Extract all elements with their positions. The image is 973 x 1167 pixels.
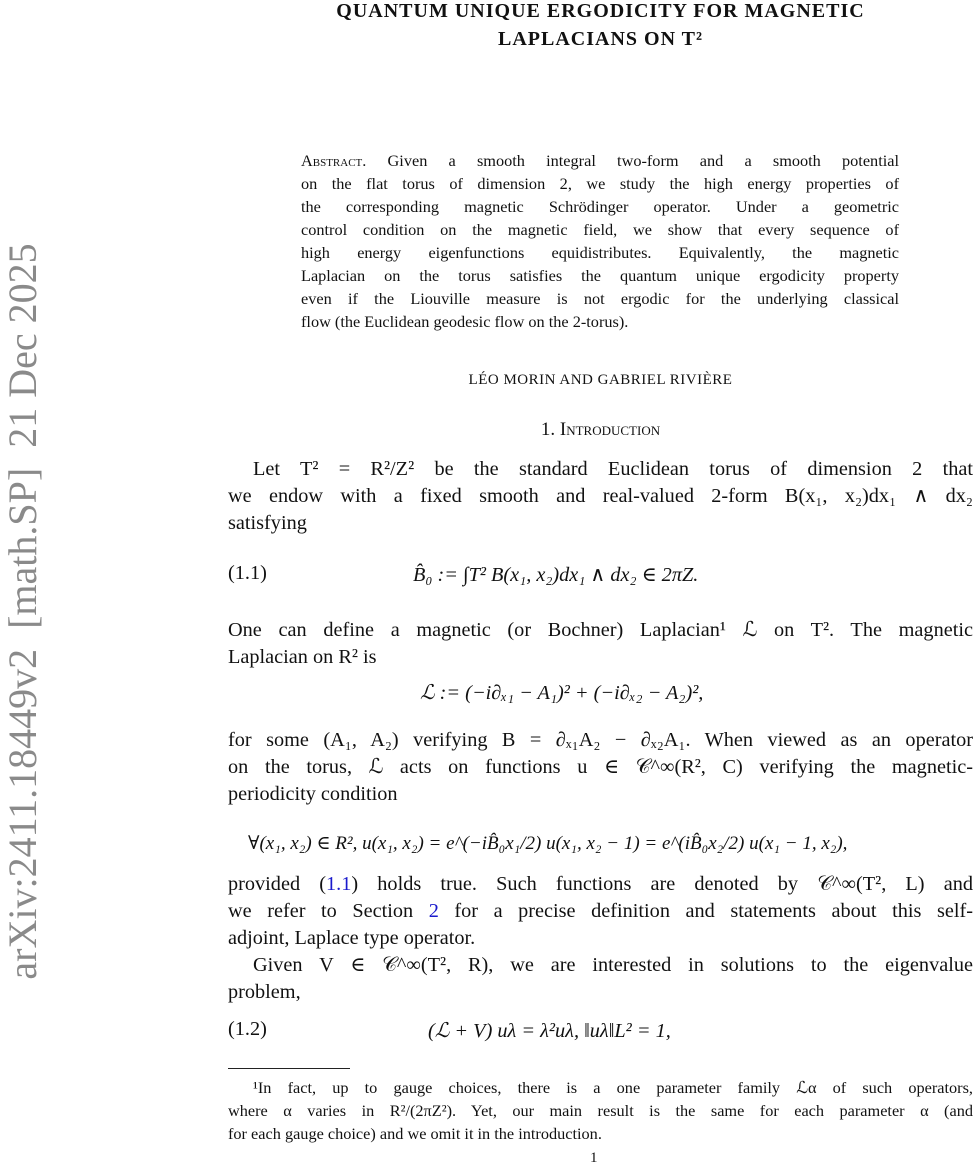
abstract-line: Laplacian on the torus satisfies the quantum unique ergodicity property [301,266,899,285]
text-line [228,898,973,925]
equation: (ℒ + V) uλ = λ²uλ, ‖uλ‖L² = 1, [428,1020,671,1042]
text-line: Laplacian on R² is [228,646,377,668]
abstract-line [301,149,899,172]
paragraph-3 [228,727,973,808]
equation: B̂₀ := ∫T² B(x₁, x₂)dx₁ ∧ dx₂ ∈ 2πZ. [413,564,699,586]
text-line: we endow with a fixed smooth and real-valued 2-form B(x₁, x₂)dx₁ ∧ dx₂ [228,485,973,507]
text-line: on the torus, ℒ acts on functions u ∈ 𝒞^∞(R², C) verifying the magnetic- [228,756,973,778]
paragraph-4 [228,871,973,952]
abstract-text: Given a smooth integral two-form and a smooth potential [387,151,899,170]
text-line: for some (A₁, A₂) verifying B = ∂ₓ₁A₂ − ∂ₓ₂A₁. When viewed as an operator [228,729,973,751]
footnote-line: for each gauge choice) and we omit it in the introduction. [228,1124,602,1143]
paragraph-1 [228,456,973,537]
abstract-line: flow (the Euclidean geodesic flow on the 2-torus). [301,312,629,331]
text: for a precise definition and statements about this self- [438,900,973,922]
equation: ∀(x₁, x₂) ∈ R², u(x₁, x₂) = e^(−iB̂₀x₁/2) u(x₁, x₂ − 1) = e^(iB̂₀x₂/2) u(x₁ − 1, x₂), [248,833,848,854]
abstract-line: high energy eigenfunctions equidistributes. Equivalently, the magnetic [301,243,899,262]
abstract-line: on the flat torus of dimension 2, we study the high energy properties of [301,174,899,193]
paper-title-line-2: LAPLACIANS ON T² [498,28,703,50]
text-line: adjoint, Laplace type operator. [228,927,476,949]
text-line: periodicity condition [228,783,398,805]
paragraph-5 [228,952,973,1006]
footnote-line: where α varies in R²/(2πZ²). Yet, our main result is the same for each parameter α (and [228,1101,973,1120]
paragraph-2 [228,617,973,671]
text-line: Let T² = R²/Z² be the standard Euclidean torus of dimension 2 that [253,458,973,480]
abstract-line: the corresponding magnetic Schrödinger operator. Under a geometric [301,197,899,216]
text-line: problem, [228,981,301,1003]
equation-label: (1.2) [228,1018,267,1040]
abstract-label: Abstract. [301,151,367,170]
footnote [228,1076,973,1145]
text: we refer to Section [228,900,429,922]
arxiv-identifier: arXiv:2411.18449v2 [math.SP] 21 Dec 2025 [0,243,45,980]
text-line: One can define a magnetic (or Bochner) Laplacian¹ ℒ on T². The magnetic [228,619,973,641]
equation: ℒ := (−i∂ₓ₁ − A₁)² + (−i∂ₓ₂ − A₂)², [420,682,704,704]
authors: LÉO MORIN AND GABRIEL RIVIÈRE [468,372,733,388]
footnote-rule [228,1068,350,1069]
abstract-line: control condition on the magnetic field, we show that every sequence of [301,220,899,239]
text: ) holds true. Such functions are denoted by 𝒞^∞(T², L) and [351,873,973,895]
abstract-line: even if the Liouville measure is not ergodic for the underlying classical [301,289,899,308]
equation-reference-link[interactable]: 1.1 [326,873,352,895]
text-line: satisfying [228,512,307,534]
paper-title-line-1: QUANTUM UNIQUE ERGODICITY FOR MAGNETIC [336,0,865,22]
page-number: 1 [590,1150,598,1166]
section-heading: 1. Introduction [540,419,661,440]
footnote-line: ¹In fact, up to gauge choices, there is a one parameter family ℒα of such operators, [253,1078,973,1097]
text-line: Given V ∈ 𝒞^∞(T², R), we are interested in solutions to the eigenvalue [253,954,973,976]
text-line [228,871,973,898]
text: provided ( [228,873,327,895]
section-reference-link[interactable]: 2 [428,900,439,922]
abstract [301,149,899,333]
equation-label: (1.1) [228,562,267,584]
